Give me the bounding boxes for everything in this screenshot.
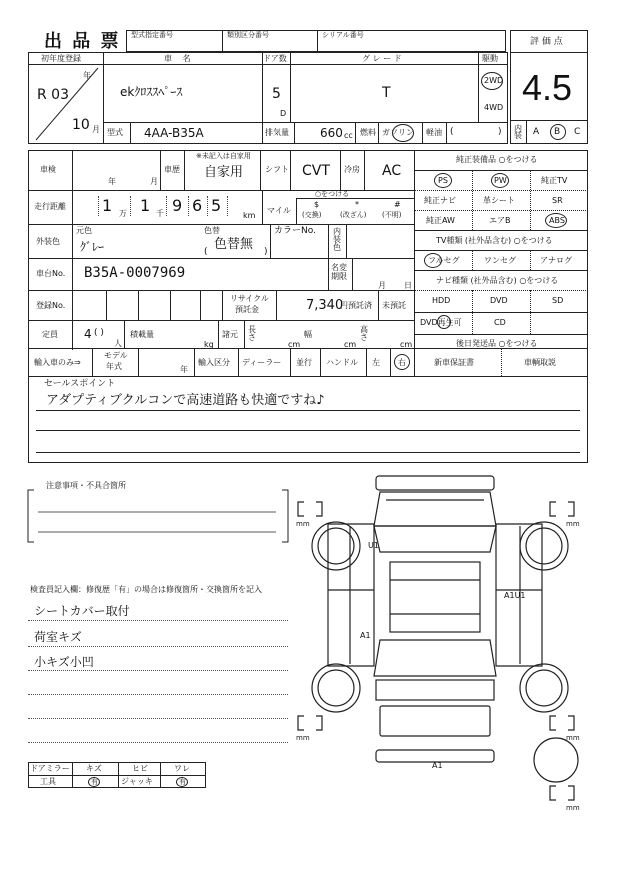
first-reg-label: 初年度登録 (41, 54, 81, 63)
equip-sr: SR (552, 196, 563, 205)
import-class-label: 輸入区分 (198, 358, 230, 367)
interior-label: 内装 (514, 124, 522, 141)
tv-oneseg: ワンセグ (484, 256, 516, 265)
equip-tv: 純正TV (541, 176, 568, 185)
mile-mark-3-note: (不明) (382, 211, 402, 219)
equip-leather: 革シート (483, 196, 515, 205)
tool-mirror: ドアミラー (30, 764, 70, 773)
history-note: ※未記入は自家用 (196, 152, 251, 160)
recycle-label-2: 預託金 (235, 305, 259, 314)
type-number-label: 型式指定番号 (131, 31, 173, 39)
length-unit: cm (288, 340, 301, 349)
model-year-unit: 年 (180, 365, 188, 374)
chassis-number: B35A-0007969 (84, 265, 186, 281)
year-unit: 年 (83, 71, 91, 80)
navi-dvd: DVD (490, 296, 508, 305)
mile-label: マイル (267, 206, 291, 215)
dealer-option: ディーラー (242, 358, 282, 367)
width-label: 幅 (304, 330, 312, 339)
tv-analog: アナログ (540, 256, 572, 265)
mm-label-2: mm (566, 520, 580, 528)
form-title: 出 品 票 (44, 31, 121, 52)
interior-color-label: 内装色 (333, 227, 341, 252)
shift-value: CVT (302, 163, 330, 179)
handle-label: ハンドル (326, 358, 358, 367)
circle-mark (545, 213, 567, 228)
model-label: 型式 (107, 128, 123, 137)
mm-label-3: mm (296, 734, 310, 742)
month-unit: 月 (92, 125, 100, 134)
sales-text: アダプティブクルコンで高速道路も快適ですね♪ (46, 393, 325, 408)
cc-unit: cc (344, 131, 353, 140)
mileage-unit-km: km (243, 211, 256, 220)
paint-label: 色替 (204, 226, 220, 235)
notes-bracket (26, 480, 290, 552)
fuel-gasoline: ガソリン (382, 128, 414, 137)
damage-mark-2: A1U1 (504, 591, 526, 600)
navi-header: ナビ種類 (社外品含む) ○をつける (436, 276, 559, 285)
equip-pw: PW (494, 176, 507, 185)
grade-label: グ レ ー ド (362, 54, 402, 63)
mileage-digit-1: 1 (102, 196, 113, 215)
damage-mark-1: U1 (368, 541, 379, 550)
car-damage-diagram (290, 470, 590, 810)
color-no-label: カラーNo. (274, 226, 316, 236)
shaken-label: 車検 (40, 165, 56, 174)
shaken-month-unit: 月 (150, 177, 158, 186)
tv-fullseg: フルセグ (428, 256, 460, 265)
circle-mark (394, 354, 410, 370)
mm-label-4: mm (566, 734, 580, 742)
orig-color-label: 元色 (76, 226, 92, 235)
navi-dvd-play: DVD再生可 (420, 318, 462, 327)
equip-navi: 純正ナビ (424, 196, 456, 205)
interior-a: A (533, 127, 540, 137)
car-name: ekｸﾛｽｽﾍﾟｰｽ (120, 85, 183, 99)
mile-mark-1: $ (314, 200, 320, 209)
id-number-box (126, 30, 506, 52)
load-unit: kg (204, 340, 214, 349)
equip-aw: 純正AW (426, 216, 455, 225)
circle-mark (392, 124, 414, 142)
mileage-unit-man: 万 (119, 209, 127, 218)
mileage-label: 走行距離 (34, 202, 66, 211)
circle-mark (550, 124, 566, 140)
height-unit: cm (400, 340, 413, 349)
ac-label: 冷房 (344, 165, 360, 174)
width-unit: cm (344, 340, 357, 349)
cc-value: 660 (320, 126, 343, 140)
equip-abs: ABS (549, 216, 565, 225)
capacity-unit: 人 (114, 339, 122, 348)
load-label: 積載量 (130, 330, 154, 339)
capacity-value: 4 (84, 327, 92, 341)
door-label: ドア数 (263, 54, 287, 63)
tool-jack-has: 有 (179, 778, 186, 786)
interior-c: C (574, 127, 581, 137)
grade: T (382, 85, 391, 101)
doors: 5 (272, 86, 281, 102)
mile-mark-2: * (355, 200, 359, 209)
parallel-option: 並行 (296, 358, 312, 367)
reg-no-label: 登録No. (36, 301, 66, 310)
circle-mark (434, 173, 452, 188)
recycle-unpaid: 未預託 (382, 301, 406, 310)
expiry-label: 名変期限 (331, 263, 347, 281)
handle-right: 右 (398, 358, 406, 367)
serial-number-label: シリアル番号 (322, 31, 364, 39)
equip-header: 純正装備品 ○をつける (456, 155, 538, 164)
mileage-digit-4: 6 (192, 196, 203, 215)
later-manual: 車輌取説 (524, 358, 556, 367)
first-reg-era: R 03 (37, 87, 69, 103)
mileage-digit-2: 1 (140, 196, 151, 215)
score-label: 評 価 点 (530, 37, 563, 47)
chassis-label: 車台No. (36, 269, 66, 278)
paint-value: 色替無 (214, 237, 254, 252)
navi-hdd: HDD (432, 296, 451, 305)
shaken-year-unit: 年 (108, 177, 116, 186)
note-line-2: 荷室キズ (34, 630, 82, 644)
inspector-label: 検査員記入欄：修復歴「有」の場合は修復箇所・交換箇所を記入 (30, 585, 262, 594)
capacity-label: 定員 (42, 330, 58, 339)
mm-label-1: mm (296, 520, 310, 528)
later-header: 後日発送品 ○をつける (456, 339, 538, 348)
class-number-label: 類別区分番号 (227, 31, 269, 39)
mile-mark-2-note: (改ざん) (340, 211, 367, 219)
shift-label: シフト (265, 165, 289, 174)
note-line-1: シートカバー取付 (34, 604, 130, 618)
mm-label-5: mm (566, 804, 580, 810)
score-value: 4.5 (522, 67, 573, 108)
circle-mark (424, 253, 442, 268)
paren-right: ) (498, 127, 502, 137)
drive-2wd: 2WD (484, 76, 504, 85)
mileage-digit-5: 5 (211, 196, 222, 215)
drive-4wd: 4WD (484, 103, 504, 112)
circle-mark (491, 173, 509, 188)
tool-tools: 工具 (40, 777, 56, 786)
tv-header: TV種類 (社外品含む) ○をつける (436, 236, 553, 245)
ac-value: AC (382, 163, 402, 179)
mileage-unit-sen: 千 (156, 209, 164, 218)
expiry-month: 月 (378, 281, 386, 290)
capacity-paren: ( ) (94, 328, 104, 338)
length-label: 長さ (248, 325, 256, 342)
mark-note: ○をつける (315, 190, 350, 198)
fuel-label: 燃料 (360, 128, 376, 137)
recycle-amount: 7,340 (306, 298, 344, 313)
tool-jack: ジャッキ (121, 777, 153, 786)
fuel-diesel: 軽油 (426, 128, 442, 137)
later-warranty: 新車保証書 (434, 358, 474, 367)
navi-sd: SD (552, 296, 564, 305)
import-label: 輸入車のみ⇒ (34, 358, 81, 367)
interior-b: B (554, 127, 561, 137)
note-line-3: 小キズ小凹 (34, 655, 94, 669)
tool-tools-has: 有 (91, 778, 98, 786)
car-name-label: 車 名 (164, 54, 195, 63)
history-value: 自家用 (204, 165, 244, 180)
model-code: 4AA-B35A (144, 126, 204, 140)
model-year-label-1: モデル (104, 351, 128, 360)
cc-label: 排気量 (265, 128, 289, 137)
notes-title: 注意事項・不具合箇所 (46, 481, 126, 490)
first-reg-month: 10 (72, 117, 90, 133)
door-type: D (280, 109, 287, 118)
tool-scratch: キズ (86, 764, 102, 773)
circle-mark (88, 777, 100, 787)
damage-mark-4: A1 (432, 761, 443, 770)
equip-airbag: エアB (489, 216, 511, 225)
circle-mark (437, 315, 451, 329)
sales-label: セールスポイント (44, 379, 116, 389)
equip-ps: PS (438, 176, 448, 185)
recycle-status: 円預託済 (340, 301, 372, 310)
mile-mark-1-note: (交換) (302, 211, 322, 219)
dim-label: 諸元 (222, 330, 238, 339)
tool-break: ワレ (174, 764, 190, 773)
paren-left: ( (450, 127, 454, 137)
mileage-digit-3: 9 (172, 196, 183, 215)
orig-color: ｸﾞﾚｰ (80, 240, 105, 254)
drive-label: 駆動 (482, 54, 498, 63)
circle-mark (176, 777, 188, 787)
damage-mark-3: A1 (360, 631, 371, 640)
navi-cd: CD (494, 318, 506, 327)
recycle-label-1: リサイクル (230, 294, 269, 303)
tool-crack: ヒビ (132, 764, 148, 773)
circle-mark (481, 72, 503, 90)
model-year-label-2: 年式 (106, 362, 122, 371)
paint-paren-right: ) (264, 247, 268, 257)
height-label: 高さ (360, 325, 368, 342)
history-label: 車歴 (164, 165, 180, 174)
paint-paren-left: ( (204, 247, 208, 257)
mile-mark-3: # (394, 200, 401, 209)
color-label: 外装色 (36, 237, 60, 246)
expiry-day: 日 (404, 281, 412, 290)
handle-left: 左 (372, 358, 380, 367)
